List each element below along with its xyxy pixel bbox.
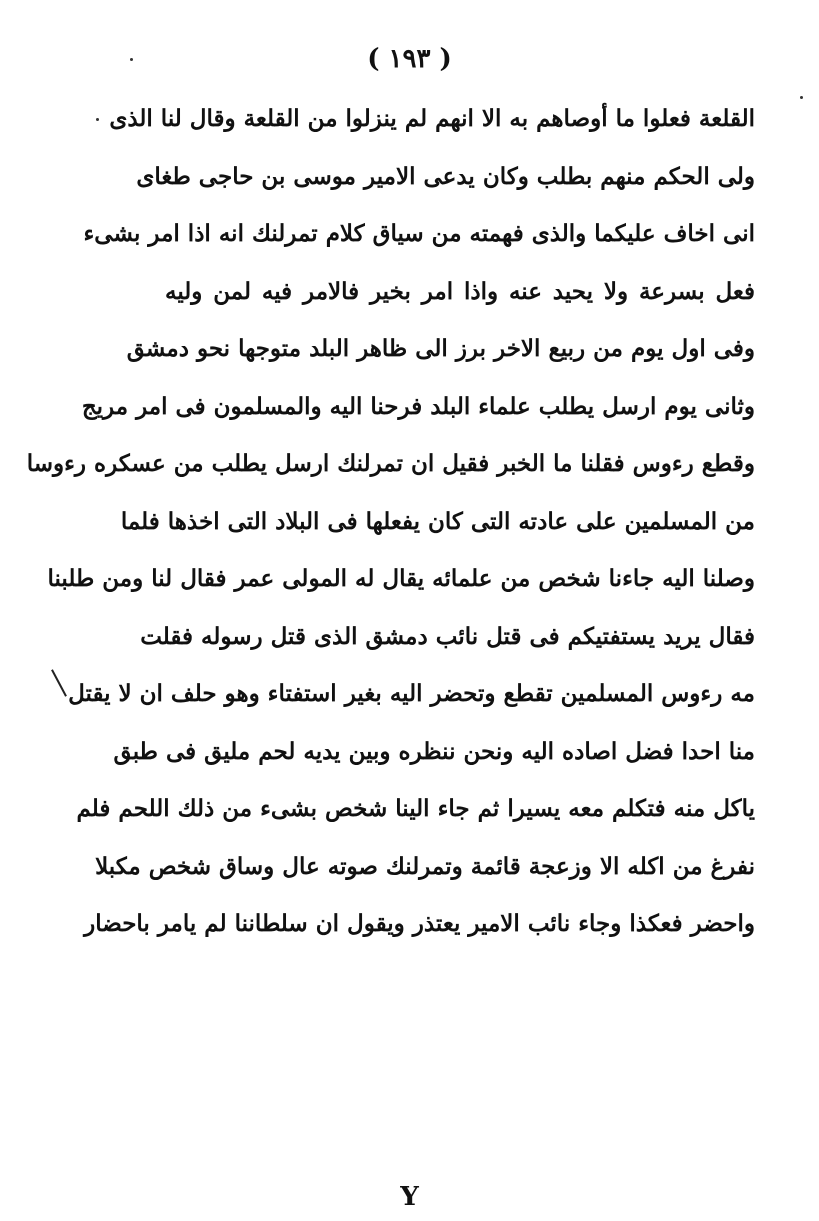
text-line: وقطع رءوس فقلنا ما الخبر فقيل ان تمرلنك ارسل يطلب من عسكره رءوسا xyxy=(26,450,755,477)
signature-mark: Y xyxy=(400,1182,419,1212)
text-line: فعل بسرعة ولا يحيد عنه واذا امر بخير فالامر فيه لمن وليه xyxy=(165,277,755,305)
text-line: وفى اول يوم من ربيع الاخر برز الى ظاهر البلد متوجها نحو دمشق xyxy=(126,335,755,362)
text-line: واحضر فعكذا وجاء نائب الامير يعتذر ويقول ان سلطاننا لم يامر باحضار xyxy=(84,910,755,937)
ink-speck xyxy=(800,96,803,99)
text-line: ولى الحكم منهم بطلب وكان يدعى الامير موسى بن حاجى طغاى xyxy=(136,162,755,190)
body-text xyxy=(26,96,755,959)
text-line: القلعة فعلوا ما أوصاهم به الا انهم لم ينزلوا من القلعة وقال لنا الذى xyxy=(109,105,755,132)
ink-speck xyxy=(130,58,133,61)
ink-speck xyxy=(96,118,99,121)
text-line: منا احدا فضل اصاده اليه ونحن ننظره وبين يديه لحم مليق فى طبق xyxy=(113,737,755,765)
text-line: وصلنا اليه جاءنا شخص من علمائه يقال له المولى عمر فقال لنا ومن طلبنا xyxy=(47,565,755,592)
text-line: وثانى يوم ارسل يطلب علماء البلد فرحنا اليه والمسلمون فى امر مريج xyxy=(81,392,755,420)
text-line: ياكل منه فتكلم معه يسيرا ثم جاء الينا شخص بشىء من ذلك اللحم فلم xyxy=(76,795,755,822)
text-line: من المسلمين على عادته التى كان يفعلها فى البلاد التى اخذها فلما xyxy=(120,507,755,535)
text-line: انى اخاف عليكما والذى فهمته من سياق كلام تمرلنك انه اذا امر بشىء xyxy=(83,220,755,247)
text-line: مه رءوس المسلمين تقطع وتحضر اليه بغير استفتاء وهو حلف ان لا يقتل xyxy=(68,680,755,707)
margin-mark xyxy=(51,669,67,696)
page-number: ( ١٩٣ ) xyxy=(367,44,452,74)
text-line: فقال يريد يستفتيكم فى قتل نائب دمشق الذى قتل رسوله فقلت xyxy=(140,622,755,650)
text-line: نفرغ من اكله الا وزعجة قائمة وتمرلنك صوته عال وساق شخص مكبلا xyxy=(95,852,755,880)
